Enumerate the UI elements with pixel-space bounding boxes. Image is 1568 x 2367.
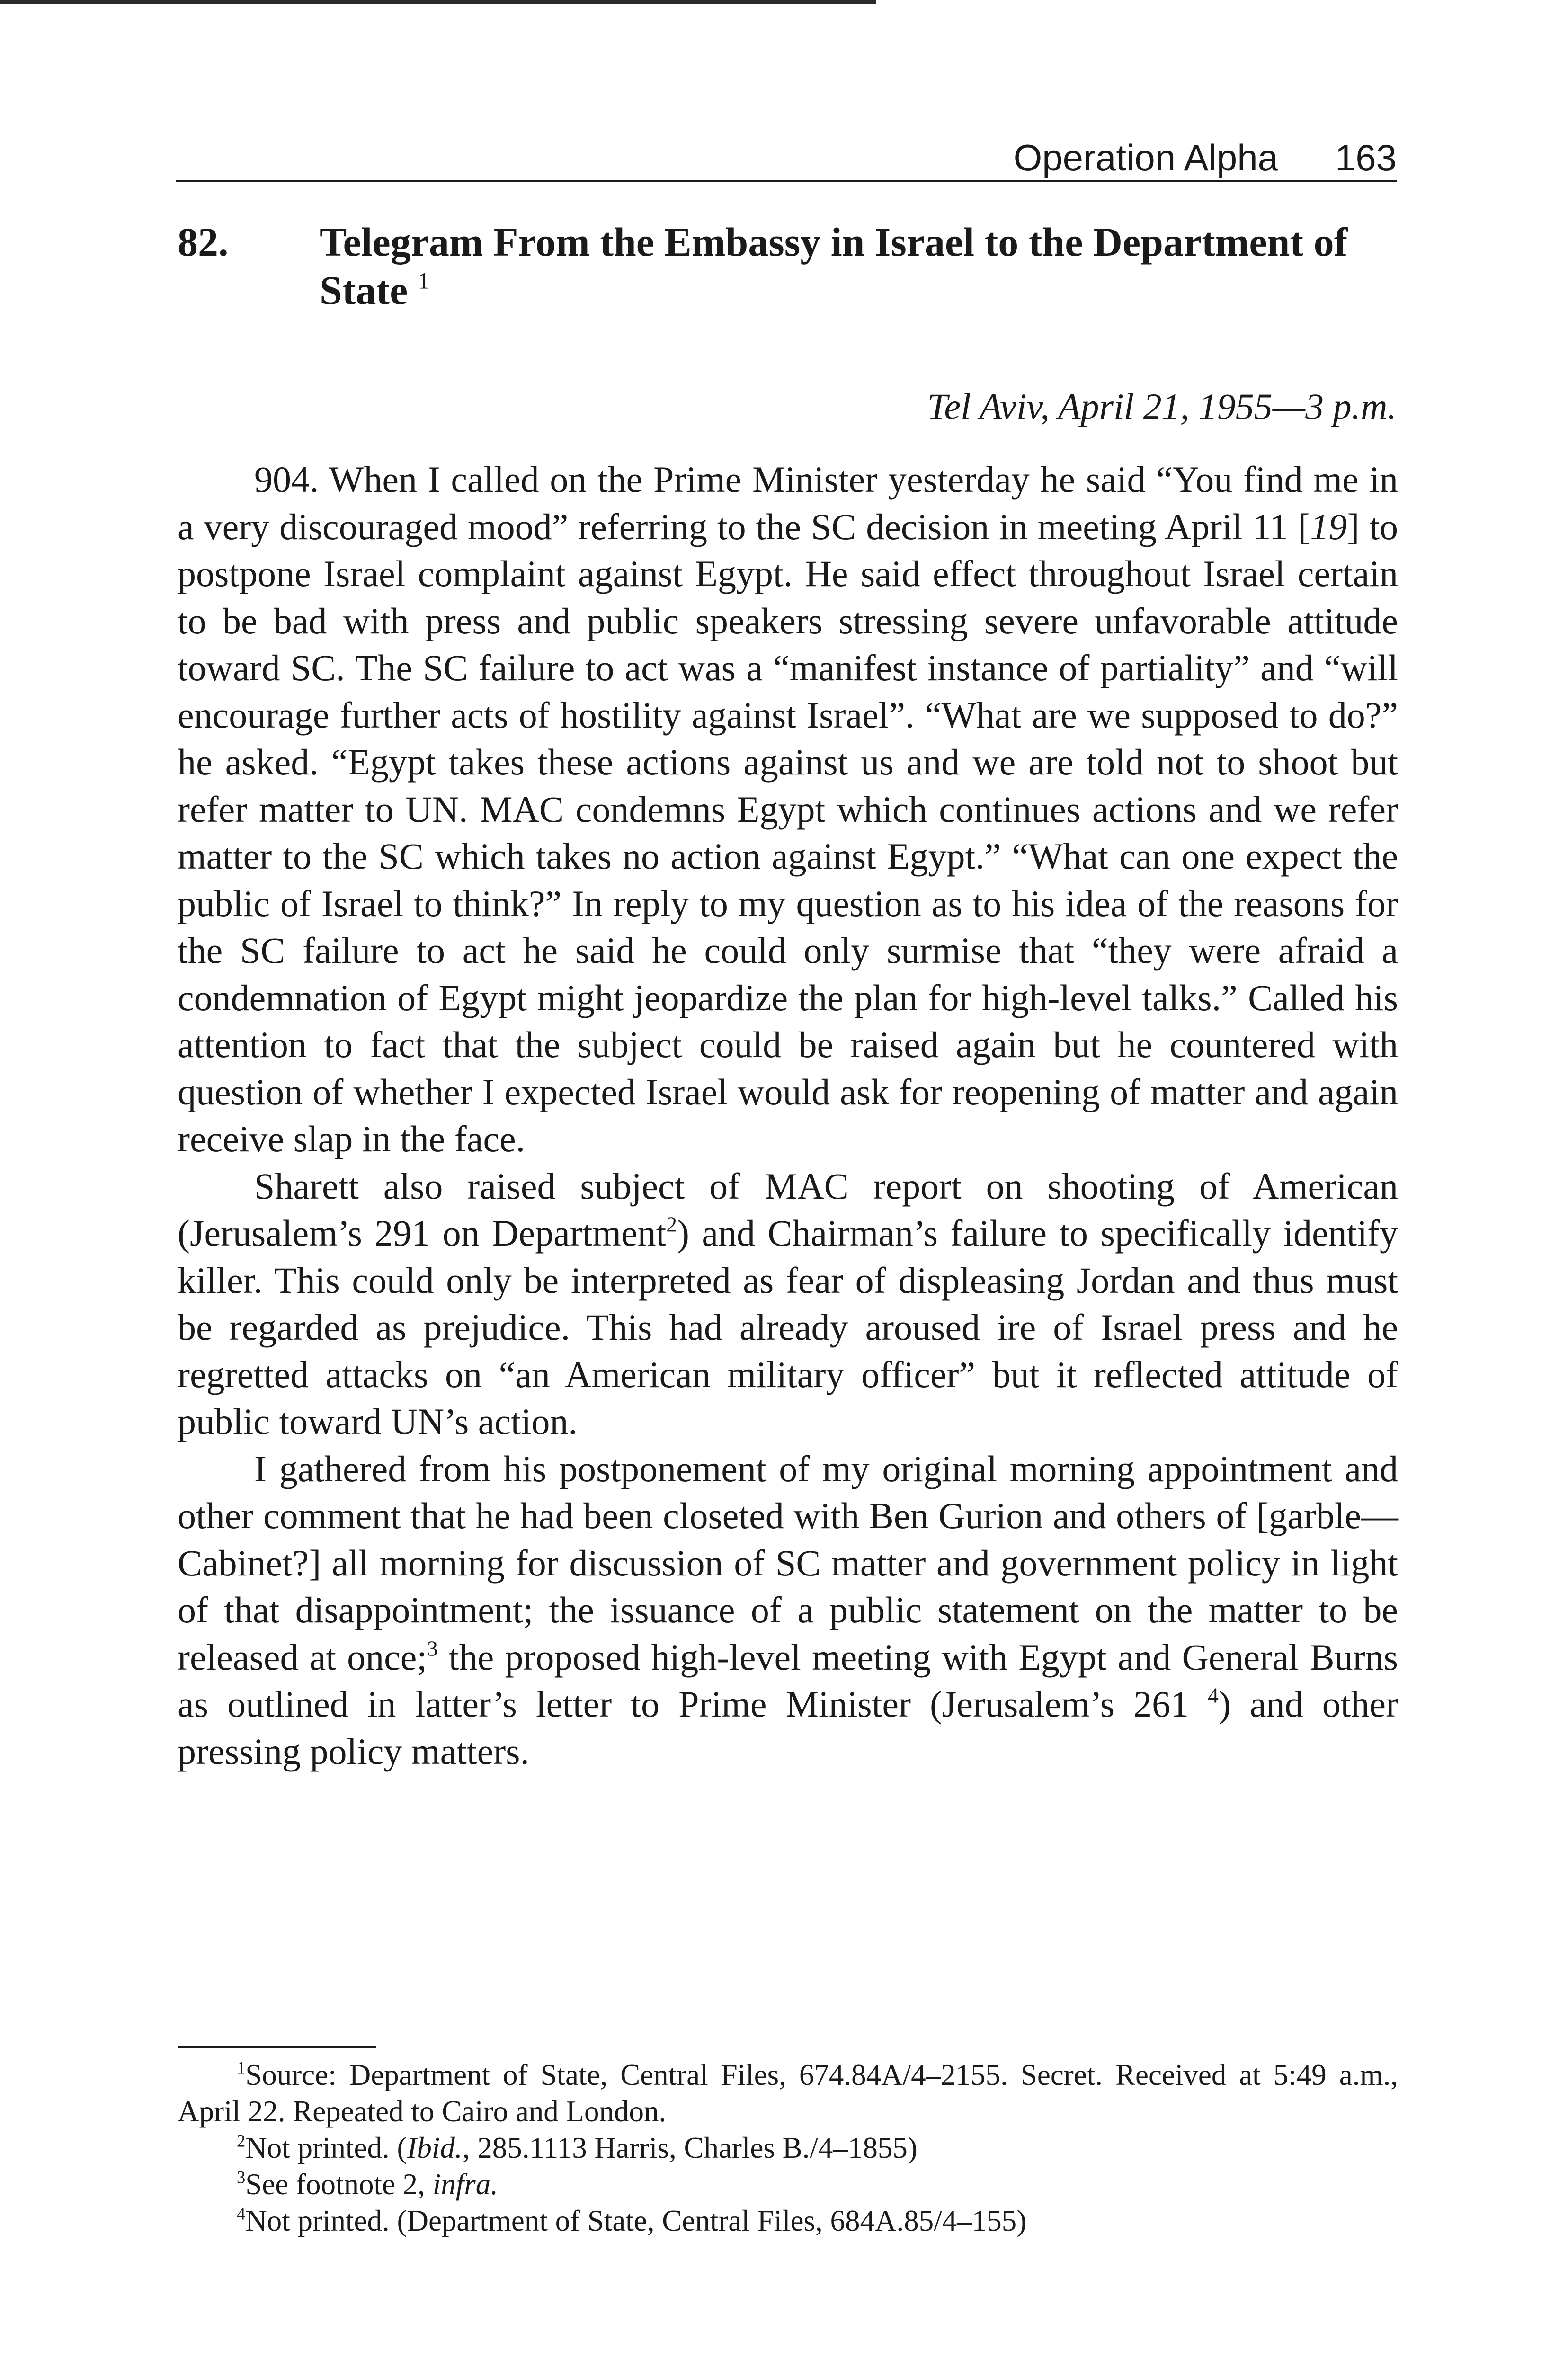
- running-head: [176, 128, 1397, 182]
- footnote-3: [178, 2166, 1398, 2203]
- body-paragraph-1: [178, 456, 1398, 1163]
- body-paragraph-2: [178, 1163, 1398, 1445]
- footnote-text: Not printed. (Department of State, Central Files, 684A.85/4–155): [245, 2204, 1027, 2237]
- footnote-text: Not printed. (: [245, 2131, 407, 2164]
- cross-reference: 19: [1310, 506, 1347, 547]
- footnote-text: See footnote 2,: [245, 2168, 433, 2201]
- paragraph-text: Sharett also raised subject of MAC report on shooting of American (Jerusalem’s 291 on Department: [178, 1165, 1398, 1254]
- document-number: 82.: [178, 219, 229, 265]
- footnotes: [178, 2057, 1398, 2239]
- footnote-divider: [178, 2046, 376, 2048]
- paragraph-text: ] to postpone Israel complaint against Egypt. He said effect throughout Israel certain to be bad with press and public speakers stressing severe unfavorable attitude toward SC. The SC failure to act was a “manifest instance of partiality” and “will encourage further acts of hostility against Israel”. “What are we supposed to do?” he asked. “Egypt takes these actions against us and we are told not to shoot but refer matter to UN. MAC condemns Egypt which continues actions and we refer matter to the SC which takes no action against Egypt.” “What can one expect the public of Israel to think?” In reply to my question as to his idea of the reasons for the SC failure to act he said he could only surmise that “they were afraid a condemnation of Egypt might jeopardize the plan for high-level talks.” Called his attention to fact that the subject could be raised again but he countered with question of whether I expected Israel would ask for reopening of matter and again receive slap in the face.: [178, 506, 1399, 1159]
- paragraph-text: ) and Chairman’s failure to specifically identify killer. This could only be interpreted as fear of displeasing Jordan and thus must be regarded as prejudice. This had already aroused ire of Israel press and he regretted attacks on “an American military officer” but it reflected attitude of public toward UN’s action.: [178, 1212, 1398, 1442]
- footnote-ref-3: 3: [427, 1637, 438, 1661]
- footnote-text: Source: Department of State, Central Files, 674.84A/4–2155. Secret. Received at 5:49 a.m., April 22. Repeated to Cairo and London.: [178, 2058, 1398, 2128]
- running-head-section: Operation Alpha: [1013, 137, 1278, 178]
- paragraph-text: I gathered from his postponement of my original morning appointment and other comment that he had been closeted with Ben Gurion and others of [garble—Cabinet?] all morning for discussion of SC matter and government policy in light of that disappointment; the issuance of a public statement on the matter to be released at once;: [178, 1448, 1398, 1678]
- footnote-text: infra.: [432, 2168, 498, 2201]
- footnote-2: [178, 2130, 1398, 2166]
- document-title-text: Telegram From the Embassy in Israel to the Department of State: [320, 219, 1348, 313]
- scan-edge: [0, 0, 876, 4]
- page-number: 163: [1335, 137, 1397, 178]
- dateline: Tel Aviv, April 21, 1955—3 p.m.: [927, 386, 1397, 427]
- document-title: [320, 218, 1380, 314]
- telegram-body: [178, 456, 1398, 1775]
- paragraph-text: the proposed high-level meeting with Egypt and General Burns as outlined in latter’s letter to Prime Minister (Jerusalem’s 261: [178, 1636, 1398, 1725]
- footnote-marker: 1: [237, 2058, 246, 2078]
- footnote-ref-4: 4: [1208, 1683, 1219, 1708]
- paragraph-text: 904. When I called on the Prime Minister yesterday he said “You find me in a very discouraged mood” referring to the SC decision in meeting April 11 [: [178, 459, 1398, 547]
- footnote-4: [178, 2203, 1398, 2239]
- footnote-1: [178, 2057, 1398, 2130]
- footnote-text: , 285.1113 Harris, Charles B./4–1855): [462, 2131, 918, 2164]
- footnote-ref-2: 2: [666, 1212, 677, 1237]
- footnote-marker: 2: [237, 2131, 246, 2151]
- paragraph-text: ) and other pressing policy matters.: [178, 1683, 1398, 1772]
- footnote-marker: 4: [237, 2204, 246, 2224]
- footnote-text: Ibid.: [407, 2131, 463, 2164]
- footnote-ref-1: 1: [418, 267, 430, 294]
- body-paragraph-3: [178, 1445, 1398, 1775]
- footnote-marker: 3: [237, 2167, 246, 2187]
